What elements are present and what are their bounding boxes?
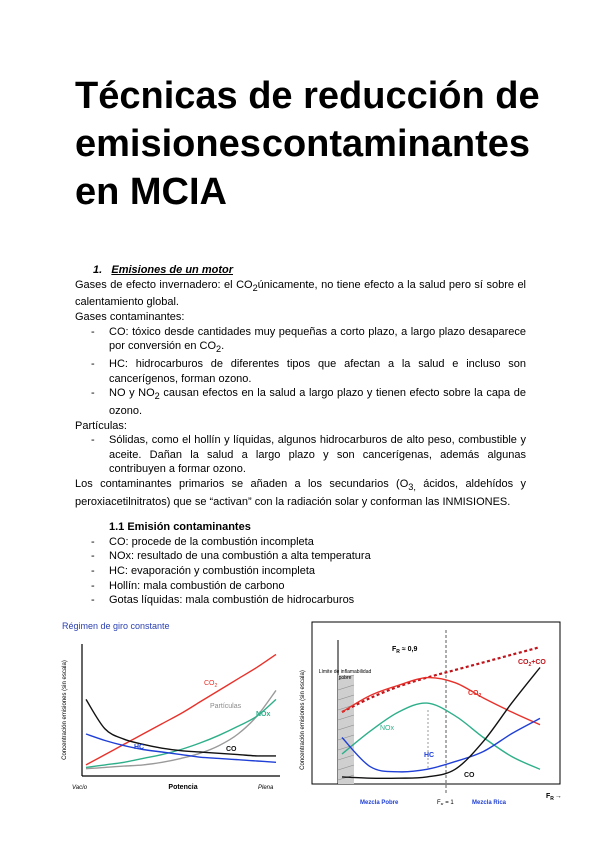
series-line-co xyxy=(86,699,276,756)
particles-list xyxy=(75,433,526,477)
label-co2: $CO_2$ xyxy=(468,690,482,699)
annotation-limit: Límite de inflamabilidad pobre xyxy=(318,669,372,681)
label-co: CO xyxy=(226,746,237,753)
title-line-1: Técnicas de reducción de xyxy=(75,75,540,117)
series-line-part-culas xyxy=(86,690,276,768)
subsection-heading: 1.1 Emisión contaminantes xyxy=(109,521,251,534)
particles-label: Partículas: xyxy=(75,419,127,432)
y-axis-label: Concentración emisiones (sin escala) xyxy=(62,660,68,760)
series-line-nox xyxy=(342,703,540,769)
chart-power xyxy=(58,618,290,803)
title-line-2b: contaminantes xyxy=(261,123,530,165)
x-tick-left: Vacío xyxy=(72,785,88,791)
list-item: - Gotas líquidas: mala combustión de hidrocarburos xyxy=(75,593,526,608)
list-item: - Sólidas, como el hollín y líquidas, algunos hidrocarburos de alto peso, combustible y aceite. Dañan la salud a largo plazo y son cancerígenas, además algunas contribuyen a formar ozono. xyxy=(75,433,526,477)
label-co2-co: $CO_2+CO$ xyxy=(518,659,546,668)
label-nox: NOx xyxy=(256,711,271,718)
list-item: - CO: tóxico desde cantidades muy pequeñas a corto plazo, a largo plazo desaparece por conversión en $CO_2$. xyxy=(75,325,526,357)
page-title xyxy=(75,72,540,216)
label-co2: $CO_2$ xyxy=(204,680,218,689)
series-line-hc xyxy=(342,718,540,771)
x-tick-right: Plena xyxy=(258,785,274,791)
section-heading: 1. Emisiones de un motor xyxy=(93,264,233,276)
series-line-nox xyxy=(86,699,276,767)
chart-fuel-ratio xyxy=(296,620,574,805)
x-axis-label: $F_R\to$ xyxy=(546,793,562,802)
label-particulas: Partículas xyxy=(210,703,242,710)
gases-list xyxy=(75,325,526,419)
stoich-label: $F_R = 1$ xyxy=(437,800,454,805)
primary-paragraph: Los contaminantes primarios se añaden a los secundarios ($O_{3,}$ ácidos, aldehídos y peroxiacetilnitratos) que se “activan” con la radiación solar y conforman las INMISIONES. xyxy=(75,477,526,508)
region-poor: Mezcla Pobre xyxy=(360,800,399,805)
list-item: - HC: hidrocarburos de diferentes tipos que afectan a la salud e incluso son cancerígenos, forman ozono. xyxy=(75,357,526,386)
chart-title: Régimen de giro constante xyxy=(62,621,170,631)
list-item: - NOx: resultado de una combustión a alta temperatura xyxy=(75,549,526,564)
label-hc: HC xyxy=(424,752,435,759)
series-line-co2 xyxy=(86,654,276,765)
list-item: - NO y $NO_2$ causan efectos en la salud a largo plazo y tienen efecto sobre la capa de ozono. xyxy=(75,386,526,418)
region-rich: Mezcla Rica xyxy=(472,800,507,805)
document-body xyxy=(75,263,526,608)
emission-list xyxy=(75,535,526,608)
list-item: - CO: procede de la combustión incompleta xyxy=(75,535,526,550)
title-line-2a: emisiones xyxy=(75,123,261,165)
y-axis-label: Concentración emisiones (sin escala) xyxy=(300,670,306,770)
x-axis-label: Potencia xyxy=(168,784,198,791)
title-line-3: en MCIA xyxy=(75,171,227,213)
label-nox: NOx xyxy=(380,725,394,732)
list-item: - Hollín: mala combustión de carbono xyxy=(75,579,526,594)
list-item: - HC: evaporación y combustión incompleta xyxy=(75,564,526,579)
label-co: CO xyxy=(464,772,475,779)
greenhouse-paragraph: Gases de efecto invernadero: el $CO_2únicamente$, no tiene efecto a la salud pero sí sobre el calentamiento global. xyxy=(75,278,527,309)
annotation-fr: $F_R \approx 0,9$ xyxy=(392,646,418,655)
label-hc: HC xyxy=(134,744,145,751)
gases-label: Gases contaminantes: xyxy=(75,310,185,323)
